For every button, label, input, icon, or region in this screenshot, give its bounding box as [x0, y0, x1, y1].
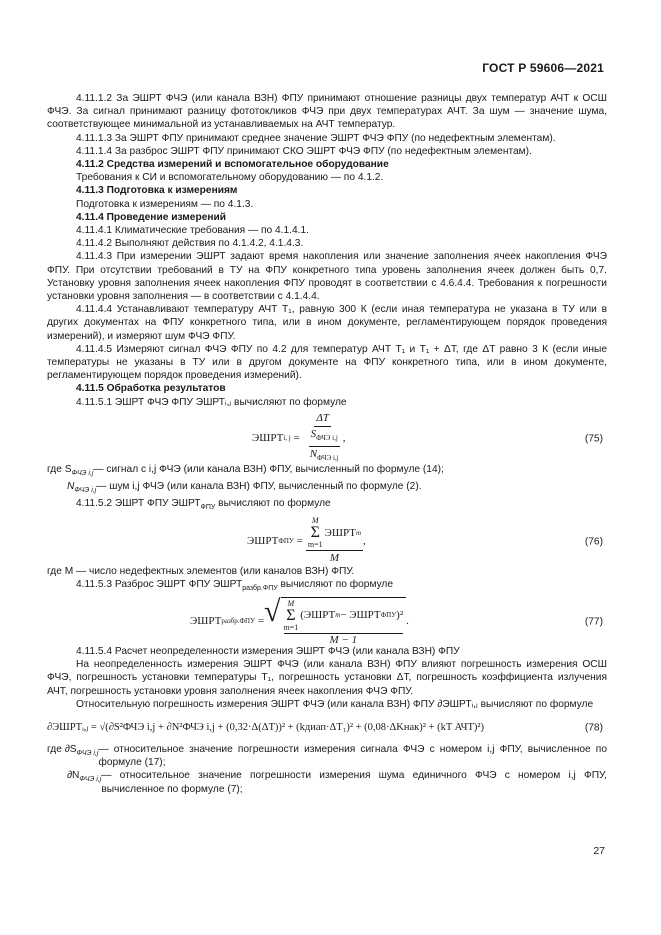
sum-symbol: M Σ m=1 [307, 516, 323, 550]
definition: где $S_{ФЧЭ i,j}$ — сигнал с i,j ФЧЭ (или канала ВЗН) ФПУ, вычисленный по формуле (14); [47, 463, 444, 477]
paragraph: Относительную погрешность измерения ЭШРТ ФЧЭ (или канала ВЗН) ФПУ ∂ЭШРТᵢ,ⱼ вычисляют по формуле [76, 698, 594, 710]
paragraph: где M — число недефектных элементов (или каналов ВЗН) ФПУ. [47, 565, 355, 577]
paragraph: На неопределенность измерения ЭШРТ ФЧЭ (или канала ВЗН) ФПУ влияют погрешность измерения ОСШ ФЧЭ, погрешность установки температуры T₁, погрешность установки ΔT, погрешность коэффициента излучения АЧТ, погрешность установки уровня заполнения ячеек накопления ФЧЭ ФПУ. [47, 659, 607, 697]
page-number: 27 [593, 845, 605, 857]
paragraph: 4.11.4.5 Измеряют сигнал ФЧЭ ФПУ по 4.2 для температур АЧТ T₁ и T₁ + ΔT, где ΔT равно 3 К (если иные температуры не указаны в ТУ или в другом документе на ФПУ конкретного типа, или в ином документе, регламентирующем порядок проведения измерений). [47, 343, 607, 382]
paragraph: 4.11.4.1 Климатические требования — по 4.1.4.1. [76, 225, 310, 237]
formula-expression: ∂ЭШРТᵢ,ⱼ = √(∂S²ФЧЭ i,j + ∂N²ФЧЭ i,j + (0,32·Δ(ΔT))² + (kдиап·ΔT₁)² + (0,08·ΔKнак)² + (kT АЧТ)²) [47, 722, 485, 734]
sum-symbol: M Σ m=1 [283, 598, 299, 632]
paragraph: Требования к СИ и вспомогательному оборудованию — по 4.1.2. [76, 172, 384, 184]
paragraph: 4.11.1.3 За ЭШРТ ФПУ принимают среднее значение ЭШРТ ФЧЭ ФПУ (по недефектным элементам). [76, 132, 556, 144]
formula-number: (76) [584, 535, 603, 547]
formula-number: (75) [584, 433, 603, 445]
formula-76: ЭШРТ ФПУ = M Σ m=1 ЭШРТ m M , (76) [247, 516, 603, 565]
paragraph: 4.11.1.4 За разброс ЭШРТ ФПУ принимают СКО ЭШРТ ФЧЭ ФПУ (по недефектным элементам). [76, 145, 532, 157]
section-heading: 4.11.3 Подготовка к измерениям [76, 185, 238, 197]
fraction: M Σ m=1 ЭШРТ m M [307, 516, 361, 565]
paragraph: 4.11.4.3 При измерении ЭШРТ задают время накопления или значение заполнения ячеек накопления ФЧЭ ФПУ. При отсутствии требований в ТУ на ФПУ конкретного типа уровень заполнения ячеек должен быть 0,7. Установку уровня заполнения ячеек накопления ФПУ проводят в соответствии с 4.6.4.4. Требования к погрешности установки уровня заполнения — в соответствии с 4.1.4.4. [47, 251, 607, 303]
paragraph: 4.11.5.3 Разброс ЭШРТ ФПУ $ЭШРТ_{разбр.ФПУ}$ вычисляют по формуле [76, 578, 394, 592]
formula-lhs: ЭШРТ [190, 615, 222, 628]
formula-77: ЭШРТ разбр.ФПУ = √ M Σ m=1 (ЭШРТ m − ЭШРТ ФПУ )² M − 1 . (77) [190, 594, 603, 646]
formula-75: ЭШРТ i, j = $\frac{\Delta T}{\frac{S_{ФЧЭ i,j}}{N_{ФЧЭ i,j}}}$ , (75) [47, 415, 607, 463]
formula-number: (77) [584, 616, 603, 628]
paragraph: 4.11.5.1 ЭШРТ ФЧЭ ФПУ ЭШРТᵢ,ⱼ вычисляют по формуле [76, 396, 347, 408]
definition: $\partial N_{ФЧЭ i,j}$ — относительное значение погрешности измерения шума единичного ФЧЭ с номером i,j ФПУ, вычисленное по формуле (7); [67, 770, 607, 795]
page-content [47, 92, 607, 796]
formula-lhs: ЭШРТ [247, 534, 279, 547]
formula-lhs: ЭШРТ [252, 432, 284, 445]
paragraph: 4.11.5.2 ЭШРТ ФПУ $ЭШРТ_{ФПУ}$ вычисляют по формуле [76, 498, 331, 512]
section-heading: 4.11.2 Средства измерений и вспомогательное оборудование [76, 159, 389, 171]
fraction: $\frac{\Delta T}{\frac{S_{ФЧЭ i,j}}{N_{ФЧЭ i,j}}}$ [309, 411, 339, 463]
paragraph: 4.11.1.2 За ЭШРТ ФЧЭ (или канала ВЗН) ФПУ принимают отношение разницы двух температур АЧТ к ОСШ ФЧЭ. За сигнал принимают разницу фототокликов ФЧЭ при двух температурах АЧТ. За шум — значение шума, соответствующее минимальной из устанавливаемых на АЧТ температур. [47, 93, 607, 131]
paragraph: 4.11.4.2 Выполняют действия по 4.1.4.2, 4.1.4.3. [76, 238, 304, 250]
definition: $N_{ФЧЭ i,j}$ — шум i,j ФЧЭ (или канала ВЗН) ФПУ, вычисленный по формуле (2). [67, 481, 422, 495]
section-heading: 4.11.5 Обработка результатов [76, 383, 226, 395]
paragraph: 4.11.4.4 Устанавливают температуру АЧТ T₁, равную 300 К (если иная температура не указана в ТУ или в других документах на ФПУ конкретного типа, или в ином документе, регламентирующем порядок проведения измерений), и измеряют шум ФЧЭ ФПУ. [47, 304, 607, 342]
paragraph: Подготовка к измерениям — по 4.1.3. [76, 198, 254, 210]
paragraph: 4.11.5.4 Расчет неопределенности измерения ЭШРТ ФЧЭ (или канала ВЗН) ФПУ [76, 646, 460, 658]
square-root: √ M Σ m=1 (ЭШРТ m − ЭШРТ ФПУ )² M − 1 [264, 597, 406, 647]
formula-78 [47, 717, 607, 739]
formula-number: (78) [584, 722, 603, 734]
standard-code: ГОСТ Р 59606—2021 [482, 61, 604, 75]
section-heading: 4.11.4 Проведение измерений [76, 211, 227, 223]
definition: где $\partial S_{ФЧЭ i,j}$ — относительное значение погрешности измерения сигнала ФЧЭ с номером i,j ФПУ, вычисленное по формуле (17); [47, 744, 607, 769]
